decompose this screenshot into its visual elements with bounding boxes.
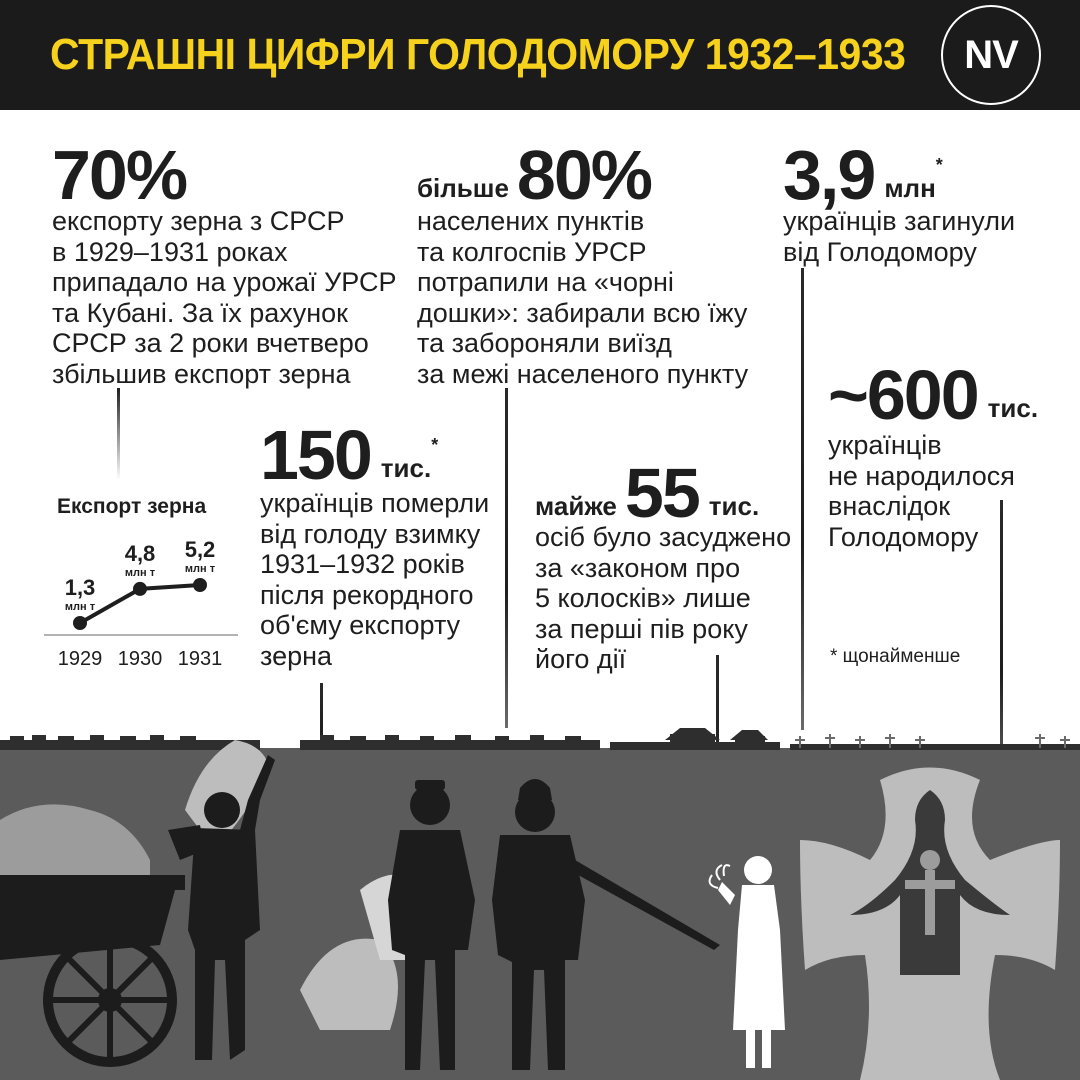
- connector-line: [505, 388, 508, 728]
- chart-unit-label: млн т: [64, 601, 96, 613]
- stat-convictions: [535, 454, 792, 675]
- nv-logo[interactable]: NV: [941, 5, 1041, 105]
- stat-description: українців не народилося внаслідок Голодомору: [828, 430, 1015, 552]
- footnote-mark: *: [431, 435, 439, 455]
- stat-prefix: більше: [417, 173, 509, 203]
- stat-winter-deaths: [260, 416, 490, 671]
- chart-value-label: 5,2: [184, 537, 216, 562]
- connector-line: [117, 388, 120, 480]
- chart-title: Експорт зерна: [57, 495, 207, 518]
- stat-unit: тис.: [380, 453, 432, 483]
- stat-unborn: [828, 356, 1039, 552]
- scene-illustration: [0, 700, 1080, 1080]
- page-title: СТРАШНІ ЦИФРИ ГОЛОДОМОРУ 1932–1933: [50, 30, 906, 79]
- stat-value: 80%: [516, 136, 652, 214]
- footnote: * щонайменше: [830, 646, 961, 667]
- stat-value: 55: [624, 454, 699, 532]
- chart-tick-label: 1930: [117, 648, 163, 670]
- chart-point: [73, 616, 87, 630]
- stat-description: українців померли від голоду взимку 1931–1932 років після рекордного об'єму експорту зерна: [260, 488, 490, 671]
- stat-description: населених пунктів та колгоспів УРСР потрапили на «чорні дошки»: забирали всю їжу та забороняли виїзд за межі населеного пункту: [417, 206, 749, 389]
- chart-point: [193, 578, 207, 592]
- stat-unit: млн: [884, 173, 936, 203]
- stat-black-boards: [417, 136, 749, 389]
- export-chart: [30, 525, 290, 675]
- stat-value: ~600: [828, 356, 978, 434]
- stat-description: осіб було засуджено за «законом про 5 колосків» лише за перші пів року його дії: [535, 522, 792, 674]
- stat-export-share: [52, 136, 397, 389]
- stat-value: 3,9: [783, 136, 875, 214]
- chart-tick-label: 1929: [57, 648, 103, 670]
- stat-description: експорту зерна з СРСР в 1929–1931 роках припадало на урожаї УРСР та Кубані. За їх рахунок СРСР за 2 роки вчетверо збільшив експорт зерна: [52, 206, 397, 389]
- stat-unit: тис.: [987, 393, 1039, 423]
- chart-tick-label: 1931: [177, 648, 223, 670]
- stat-unit: тис.: [708, 491, 760, 521]
- chart-unit-label: млн т: [124, 566, 156, 579]
- chart-point: [133, 582, 147, 596]
- stat-value: 150: [260, 416, 371, 494]
- chart-value-label: 4,8: [124, 540, 156, 566]
- connector-line: [801, 268, 804, 730]
- header-bar: [0, 0, 1080, 110]
- stat-deaths: [783, 136, 1016, 267]
- chart-value-label: 1,3: [64, 575, 96, 600]
- stat-value: 70%: [52, 136, 187, 214]
- footnote-mark: *: [935, 155, 943, 175]
- stat-description: українців загинули від Голодомору: [783, 206, 1016, 267]
- chart-unit-label: млн т: [184, 563, 216, 575]
- stat-prefix: майже: [535, 491, 617, 521]
